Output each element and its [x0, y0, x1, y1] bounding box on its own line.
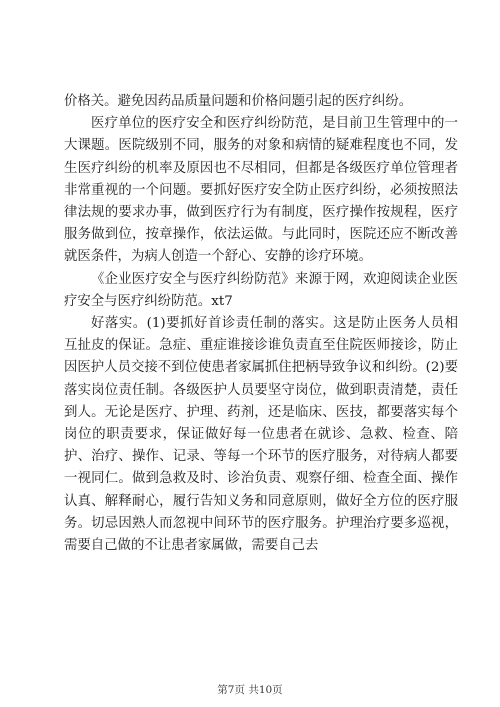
paragraph-source-note: 《企业医疗安全与医疗纠纷防范》来源于网，欢迎阅读企业医疗安全与医疗纠纷防范。xt7: [64, 271, 458, 309]
paragraph-continuation: 价格关。避免因药品质量问题和价格问题引起的医疗纠纷。: [64, 94, 413, 109]
page-number-footer: 第7页 共10页: [217, 684, 283, 696]
paragraph-responsibility: 好落实。(1)要抓好首诊责任制的落实。这是防止医务人员相互扯皮的保证。急症、重症谁接诊谁负责直至住院医师接诊，防止因医护人员交接不到位使患者家属抓住把柄导致争议和纠纷。(2)要落实岗位责任制。各级医护人员要坚守岗位，做到职责清楚，责任到人。无论是医疗、护理、药剂，还是临床、医技，都要落实每个岗位的职责要求，保证做好每一位患者在就诊、急救、检查、陪护、治疗、操作、记录、等每一个环节的医疗服务，对待病人都要一视同仁。做到急救及时、诊治负责、观察仔细、检查全面、操作认真、解释耐心，履行告知义务和同意原则，做好全方位的医疗服务。切忌因熟人而忽视中间环节的医疗服务。护理治疗要多巡视，需要自己做的不让患者家属做，需要自己去: [64, 316, 458, 554]
document-body: [64, 91, 458, 557]
paragraph-medical-safety: 医疗单位的医疗安全和医疗纠纷防范，是目前卫生管理中的一大课题。医院级别不同，服务的对象和病情的疑难程度也不同，发生医疗纠纷的机率及原因也不尽相同，但都是各级医疗单位管理者非常重视的一个问题。要抓好医疗安全防止医疗纠纷，必须按照法律法规的要求办事，做到医疗行为有制度，医疗操作按规程，医疗服务做到位，按章操作，依法运做。与此同时，医院还应不断改善就医条件，为病人创造一个舒心、安静的诊疗环境。: [64, 116, 458, 265]
